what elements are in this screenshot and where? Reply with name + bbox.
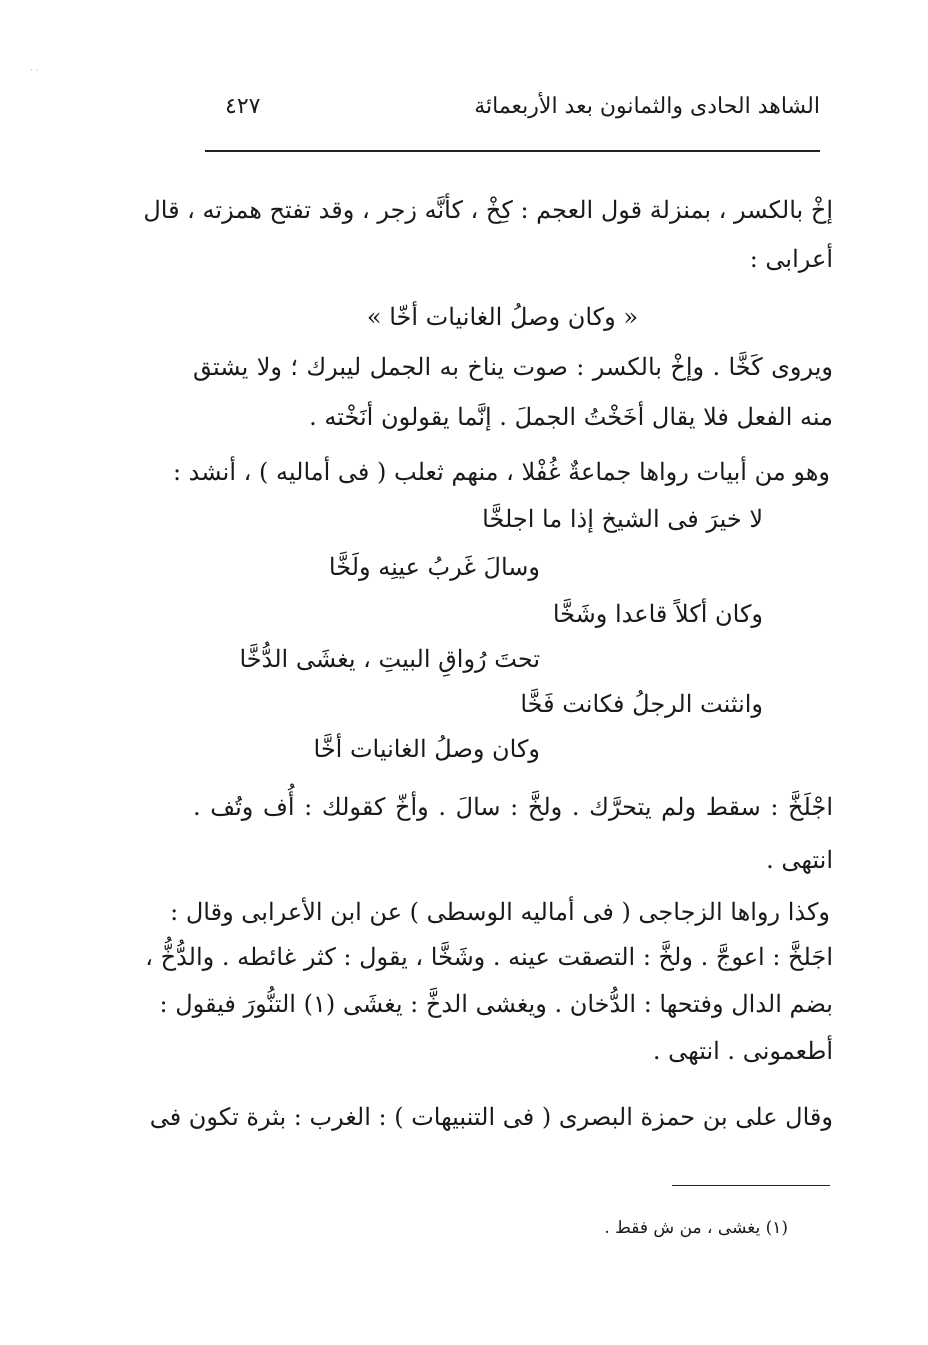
para2-line-3: بضم الدال وفتحها : الدُّخان . ويغشى الدخَّ : يغشَى (١) التنُّورَ فيقول : [159, 990, 833, 1018]
body-line-5: وهو من أبيات رواها جماعةٌ غُفْلا ، منهم ثعلب ( فى أماليه ) ، أنشد : [172, 458, 830, 486]
header-rule [205, 150, 820, 152]
footnote: (١) يغشى ، من ش فقط . [604, 1218, 788, 1238]
quoted-verse: « وكان وصلُ الغانيات أخّا » [366, 303, 638, 331]
para2-line-2: اجَلخَّ : اعوجَّ . ولخَّ : التصقت عينه . وشَخَّا ، يقول : كثر غائطه . والدُّخُّ ، [145, 943, 833, 971]
footnote-rule [672, 1185, 830, 1186]
running-header-title: الشاهد الحادى والثمانون بعد الأربعمائة [474, 94, 820, 119]
body-line-2: أعرابى : [749, 245, 833, 273]
poem-line-6: وكان وصلُ الغانيات أخَّا [313, 735, 540, 763]
para2-line-4: أطعمونى . انتهى . [652, 1037, 833, 1065]
gloss-line-1: اجْلَخَّ : سقط ولم يتحرَّك . ولخَّ : سالَ . وأخّ كقولك : أُف وتُف . [193, 793, 833, 821]
scan-speck: · · [30, 66, 39, 76]
body-line-1: إخْ بالكسر ، بمنزلة قول العجم : كِخْ ، كأنَّه زجر ، وقد تفتح همزته ، قال [143, 196, 833, 224]
poem-line-5: وانثنت الرجلُ فكانت فَخَّا [520, 690, 763, 718]
page-number: ٤٢٧ [225, 94, 261, 119]
poem-line-3: وكان أكلاً قاعدا وشَخَّا [552, 600, 763, 628]
body-line-3: ويروى كَخَّا . وإخْ بالكسر : صوت يناخ به الجمل ليبرك ؛ ولا يشتق [193, 353, 833, 381]
poem-line-1: لا خيرَ فى الشيخ إذا ما اجلخَّا [482, 505, 763, 533]
gloss-line-2: انتهى . [766, 846, 833, 874]
para3-line-1: وقال على بن حمزة البصرى ( فى التنبيهات ) : الغرب : بثرة تكون فى [149, 1103, 833, 1131]
para2-line-1: وكذا رواها الزجاجى ( فى أماليه الوسطى ) عن ابن الأعرابى وقال : [170, 898, 830, 926]
poem-line-4: تحتَ رُواقِ البيتِ ، يغشَى الدُّخَّا [239, 645, 540, 673]
poem-line-2: وسالَ غَربُ عينِه ولَخَّا [328, 553, 540, 581]
body-line-4: منه الفعل فلا يقال أخَخْتُ الجملَ . إنَّما يقولون أنَخْته . [309, 403, 833, 431]
